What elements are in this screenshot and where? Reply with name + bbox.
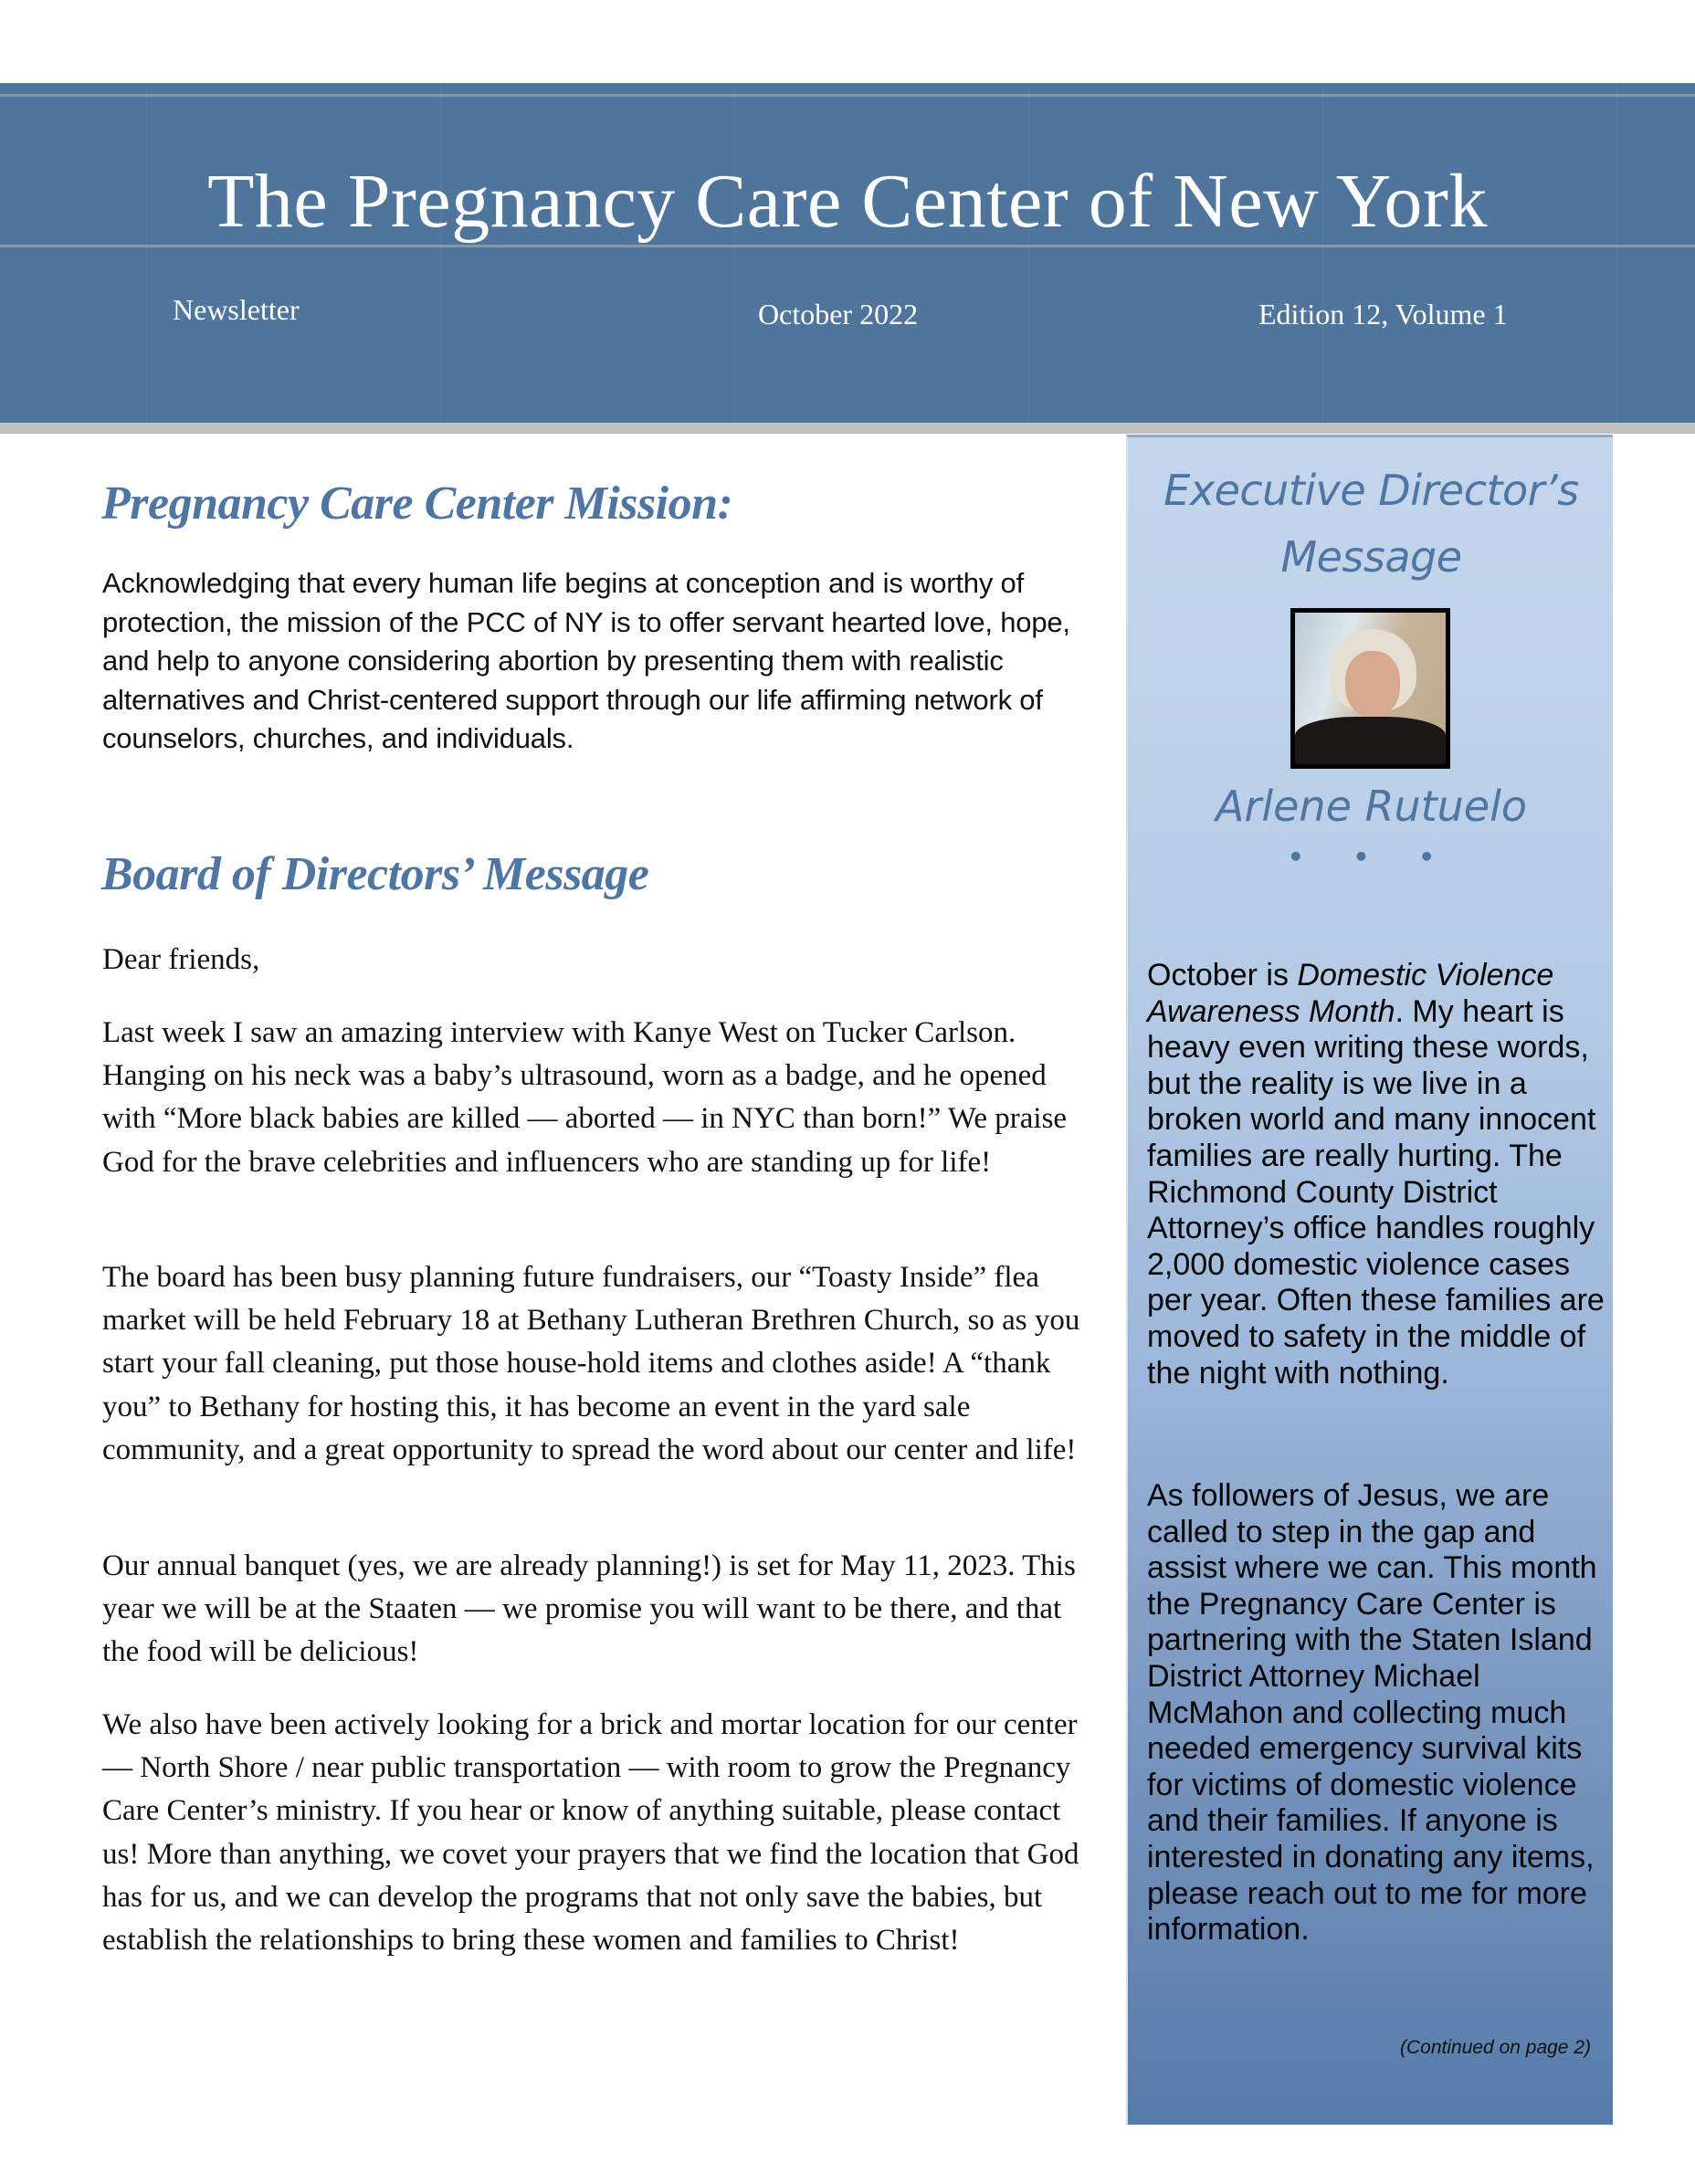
continued-note: (Continued on page 2)	[1400, 2037, 1591, 2058]
grid-line	[1028, 83, 1029, 423]
paragraph-lead: October is	[1147, 958, 1298, 992]
sidebar-title-line: Message	[1280, 532, 1462, 582]
director-photo	[1290, 608, 1450, 769]
greeting: Dear friends,	[102, 943, 260, 976]
board-paragraph: We also have been actively looking for a brick and mortar location for our center — North Shore / near public transportation — with room to grow the Pregnancy Care Center’s ministry. If you hear or know of anything suitable, please contact us! More than anything, we covet your prayers that we find the location that God has for us, and we can develop the programs that not only save the babies, but establish the relationships to bring these women and families to Christ!	[102, 1708, 1079, 1958]
newsletter-title: The Pregnancy Care Center of New York	[207, 159, 1488, 244]
board-paragraph: Last week I saw an amazing interview with Kanye West on Tucker Carlson. Hanging on his neck was a baby’s ultrasound, worn as a badge, and he opened with “More black babies are killed — aborted — in NYC than born!” We praise God for the brave celebrities and influencers who are standing up for life!	[102, 1016, 1068, 1179]
sidebar-paragraph	[1147, 958, 1608, 1391]
board-paragraph: Our annual banquet (yes, we are already planning!) is set for May 11, 2023. This year we will be at the Staaten — we promise you will want to be there, and that the food will be delicious!	[102, 1549, 1076, 1669]
board-message-heading: Board of Directors’ Message	[101, 848, 649, 900]
masthead-banner	[0, 83, 1695, 423]
issue-date: October 2022	[758, 298, 919, 331]
director-name: Arlene Rutuelo	[1215, 782, 1528, 831]
board-paragraph: The board has been busy planning future fundraisers, our “Toasty Inside” flea market will be held February 18 at Bethany Lutheran Brethren Church, so as you start your fall cleaning, put those house-hold items and clothes aside! A “thank you” to Bethany for hosting this, it has become an event in the yard sale community, and a great opportunity to spread the word about our center and life!	[102, 1261, 1080, 1466]
grid-line	[734, 83, 735, 423]
header-separator	[0, 423, 1695, 434]
grid-line	[440, 83, 441, 423]
sidebar-title-line: Executive Director’s	[1163, 466, 1579, 515]
edition-label: Edition 12, Volume 1	[1258, 298, 1508, 331]
newsletter-label: Newsletter	[173, 293, 300, 326]
emphasis-text: Domestic Violence Awareness Month	[1147, 958, 1554, 1029]
grid-line	[146, 83, 147, 423]
sidebar-paragraph: As followers of Jesus, we are called to step in the gap and assist where we can. This month the Pregnancy Care Center is partnering with the Staten Island District Attorney Michael McMahon and collecting much needed emergency survival kits for victims of domestic violence and their families. If anyone is interested in donating any items, please reach out to me for more information.	[1147, 1478, 1597, 1948]
sidebar-title	[1128, 457, 1615, 591]
dots-divider-icon: • • •	[1287, 842, 1456, 872]
mission-heading: Pregnancy Care Center Mission:	[101, 478, 733, 530]
portrait-photo-icon	[1295, 613, 1446, 764]
mission-statement: Acknowledging that every human life begins at conception and is worthy of protection, the mission of the PCC of NY is to offer servant hearted love, hope, and help to anyone considering abortion by presenting them with realistic alternatives and Christ-centered support through our life affirming network of counselors, churches, and individuals.	[102, 567, 1070, 755]
paragraph-rest: . My heart is heavy even writing these words, but the reality is we live in a broken world and many innocent families are really hurting. The Richmond County District Attorney’s office handles roughly 2,000 domestic violence cases per year. Often these families are moved to safety in the middle of the night with nothing.	[1147, 993, 1605, 1391]
masthead-top-rule	[0, 94, 1695, 97]
executive-director-sidebar	[1126, 435, 1613, 2125]
grid-line	[1322, 83, 1323, 423]
grid-line	[1616, 83, 1617, 423]
